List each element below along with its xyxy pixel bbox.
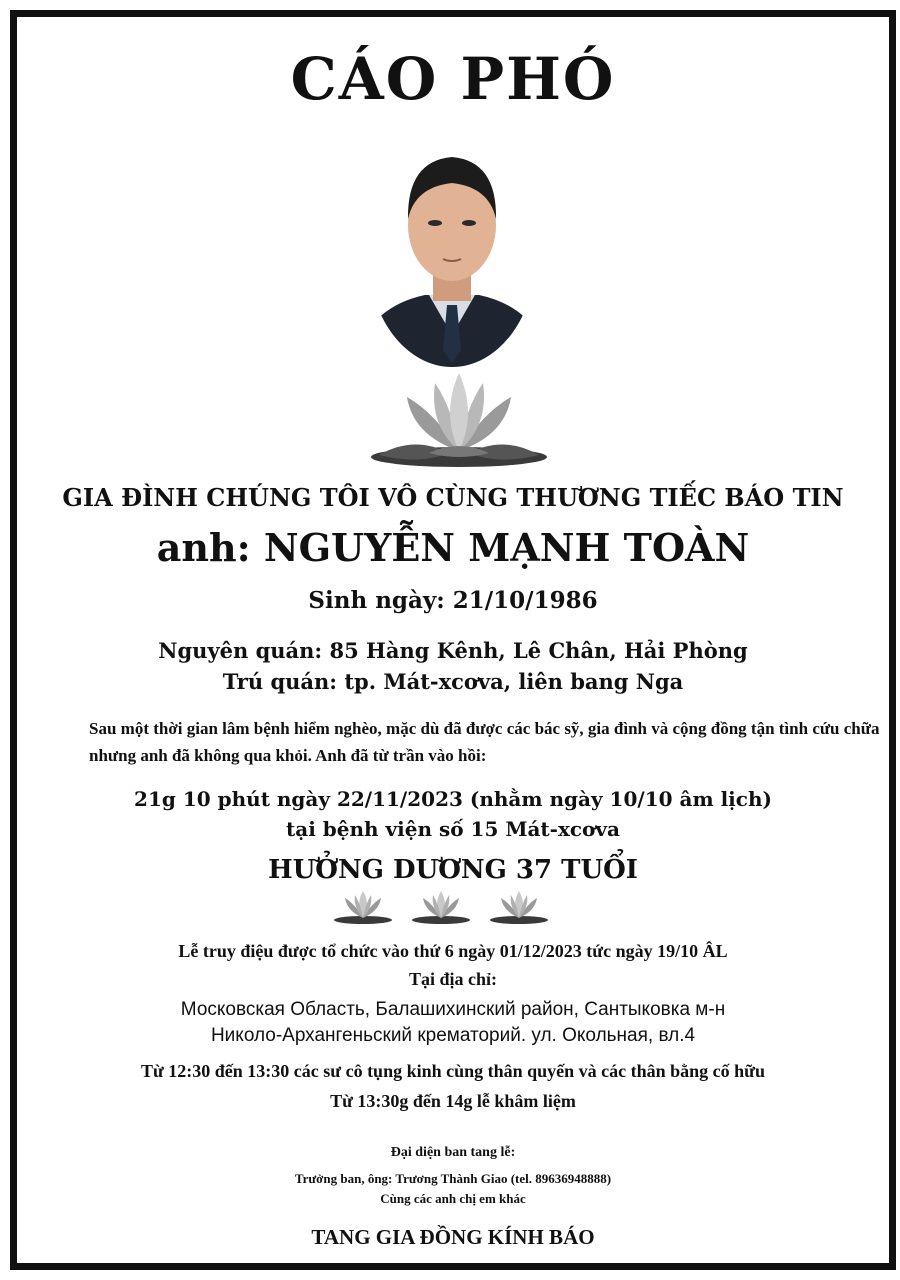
address-label: Tại địa chỉ:	[408, 969, 497, 989]
representative-head: Trưởng ban, ông: Trương Thành Giao (tel. 89636948888)	[294, 1171, 612, 1186]
lotus-icon	[411, 889, 471, 927]
paragraph-line: nhưng anh đã không qua khỏi. Anh đã từ trần vào hồi:	[89, 746, 487, 765]
notice-frame	[10, 10, 896, 1270]
lotus-icon	[489, 889, 549, 927]
representative-others: Cùng các anh chị em khác	[380, 1191, 526, 1206]
lotus-icon	[369, 369, 549, 479]
age-text: HƯỞNG DƯƠNG 37 TUỔI	[268, 855, 638, 885]
schedule-line: Từ 13:30g đến 14g lễ khâm liệm	[330, 1091, 576, 1111]
lotus-icon	[333, 889, 393, 927]
address-line: Николо-Архангеньский крематорий. ул. Окольная, вл.4	[210, 1025, 696, 1046]
date-of-birth: Sinh ngày: 21/10/1986	[308, 587, 598, 614]
hometown: Nguyên quán: 85 Hàng Kênh, Lê Chân, Hải Phòng	[158, 638, 748, 663]
intro-text: GIA ĐÌNH CHÚNG TÔI VÔ CÙNG THƯƠNG TIẾC BÁO TIN	[62, 483, 844, 512]
death-place: tại bệnh viện số 15 Mát-xcơva	[286, 817, 620, 841]
deceased-name: anh: NGUYỄN MẠNH TOÀN	[156, 525, 750, 570]
notice-title: CÁO PHÓ	[290, 45, 616, 113]
lotus-row	[17, 889, 889, 931]
memorial-announcement: Lễ truy điệu được tổ chức vào thứ 6 ngày 01/12/2023 tức ngày 19/10 ÂL	[178, 941, 728, 961]
portrait-photo	[367, 135, 537, 367]
closing-text: TANG GIA ĐỒNG KÍNH BÁO	[311, 1225, 595, 1249]
representatives-label: Đại diện ban tang lễ:	[390, 1145, 516, 1160]
residence: Trú quán: tp. Mát-xcơva, liên bang Nga	[222, 669, 684, 694]
schedule-line: Từ 12:30 đến 13:30 các sư cô tụng kinh cùng thân quyến và các thân bằng cố hữu	[140, 1061, 765, 1081]
paragraph-line: Sau một thời gian lâm bệnh hiểm nghèo, mặc dù đã được các bác sỹ, gia đình và cộng đồng tận tình cứu chữa	[89, 719, 880, 738]
death-paragraph	[89, 715, 880, 769]
death-time: 21g 10 phút ngày 22/11/2023 (nhằm ngày 10/10 âm lịch)	[134, 787, 772, 811]
address-line: Московская Область, Балашихинский район, Сантыковка м-н	[180, 999, 726, 1020]
